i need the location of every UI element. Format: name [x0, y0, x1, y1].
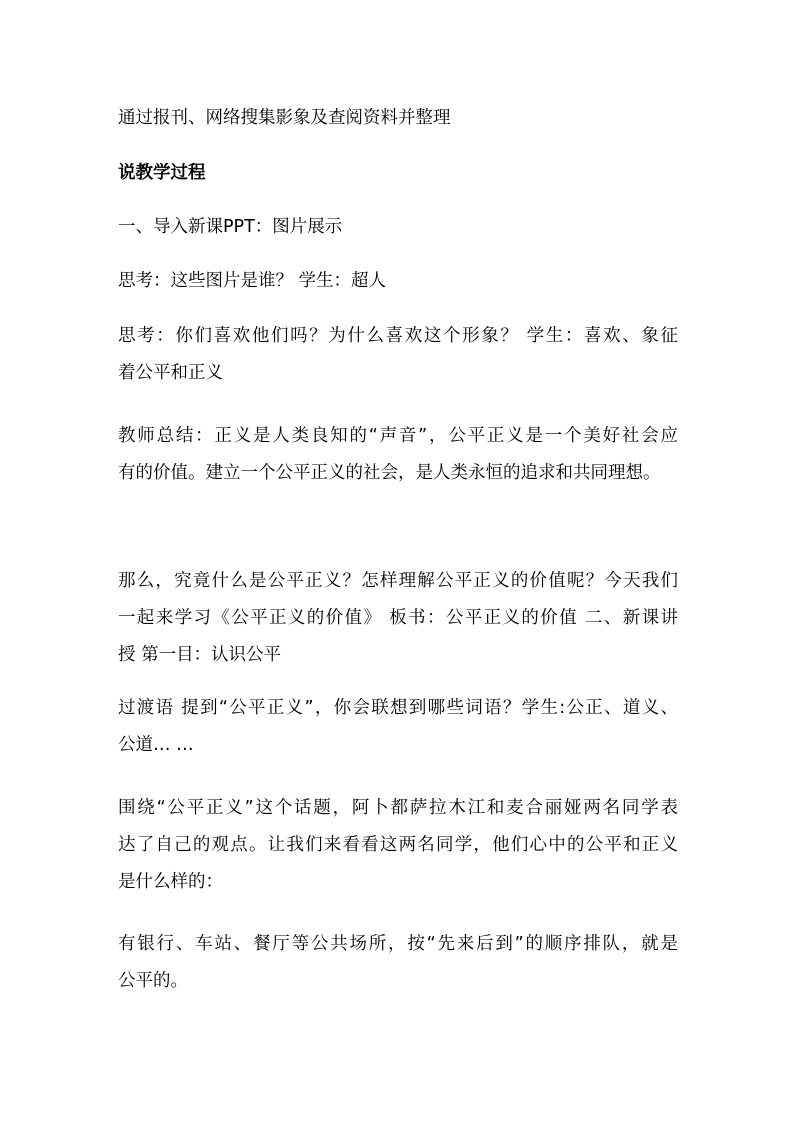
paragraph-teacher-summary — [118, 418, 678, 492]
text-line: 着公平和正义 — [118, 363, 223, 383]
paragraph-new-lesson — [118, 563, 678, 674]
text-line: 公平的。 — [118, 971, 188, 991]
paragraph-student-views — [118, 790, 678, 901]
text-line: 那么，究竟什么是公平正义？怎样理解公平正义的价值呢？今天我们 — [118, 571, 678, 591]
text-line: 授 第一目：认识公平 — [118, 645, 282, 665]
text-line: 有银行、车站、餐厅等公共场所，按“先来后到”的顺序排队，就是 — [118, 934, 678, 954]
text-line: 说教学过程 — [118, 163, 206, 183]
paragraph-question-2 — [118, 318, 678, 392]
paragraph-preparation — [118, 100, 678, 137]
text-line: 达了自己的观点。让我们来看看这两名同学，他们心中的公平和正义 — [118, 835, 678, 855]
paragraph-queue-example — [118, 926, 678, 1000]
text-line: 通过报刊、网络搜集影象及查阅资料并整理 — [118, 108, 451, 128]
text-line: 有的价值。建立一个公平正义的社会，是人类永恒的追求和共同理想。 — [118, 463, 661, 483]
text-line: 围绕“公平正义”这个话题，阿卜都萨拉木江和麦合丽娅两名同学表 — [118, 798, 678, 818]
text-line: 公道… … — [118, 735, 194, 755]
text-line: 过渡语 提到“公平正义”，你会联想到哪些词语？学生:公正、道义、 — [118, 698, 678, 718]
text-line: 一起来学习《公平正义的价值》 板书：公平正义的价值 二、新课讲 — [118, 608, 678, 628]
paragraph-transition — [118, 690, 678, 764]
text-line: 教师总结：正义是人类良知的“声音”，公平正义是一个美好社会应 — [118, 426, 678, 446]
text-line: 思考：你们喜欢他们吗？为什么喜欢这个形象？ 学生：喜欢、象征 — [118, 326, 678, 346]
paragraph-question-1 — [118, 263, 678, 300]
paragraph-intro — [118, 209, 678, 246]
text-line: 一、导入新课PPT：图片展示 — [118, 217, 343, 237]
section-heading — [118, 155, 678, 192]
text-line: 思考：这些图片是谁？ 学生：超人 — [118, 271, 387, 291]
text-line: 是什么样的： — [118, 872, 223, 892]
